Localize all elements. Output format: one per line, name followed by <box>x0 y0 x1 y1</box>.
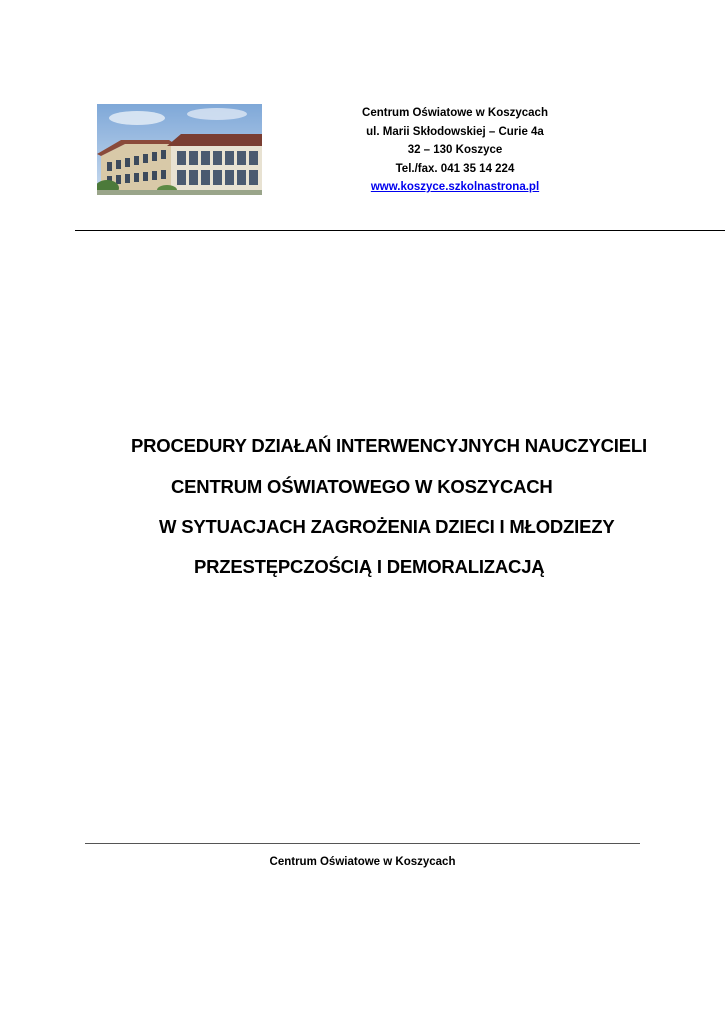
institution-header <box>330 104 580 197</box>
header-divider <box>75 230 725 231</box>
institution-street: ul. Marii Skłodowskiej – Curie 4a <box>366 125 544 138</box>
footer-divider <box>85 843 640 844</box>
institution-website-link[interactable]: www.koszyce.szkolnastrona.pl <box>370 181 540 193</box>
institution-phone: Tel./fax. 041 35 14 224 <box>395 162 515 175</box>
document-title-line-2: CENTRUM OŚWIATOWEGO W KOSZYCACH <box>171 476 553 497</box>
institution-postal: 32 – 130 Koszyce <box>407 144 503 156</box>
document-title-line-1: PROCEDURY DZIAŁAŃ INTERWENCYJNYCH NAUCZYCIELI <box>131 435 647 456</box>
school-building-photo <box>97 104 262 195</box>
institution-name: Centrum Oświatowe w Koszycach <box>362 107 548 119</box>
document-title-line-4: PRZESTĘPCZOŚCIĄ I DEMORALIZACJĄ <box>194 556 545 577</box>
document-title-line-3: W SYTUACJACH ZAGROŻENIA DZIECI I MŁODZIEZY <box>159 516 615 537</box>
footer-institution-name: Centrum Oświatowe w Koszycach <box>269 856 456 868</box>
